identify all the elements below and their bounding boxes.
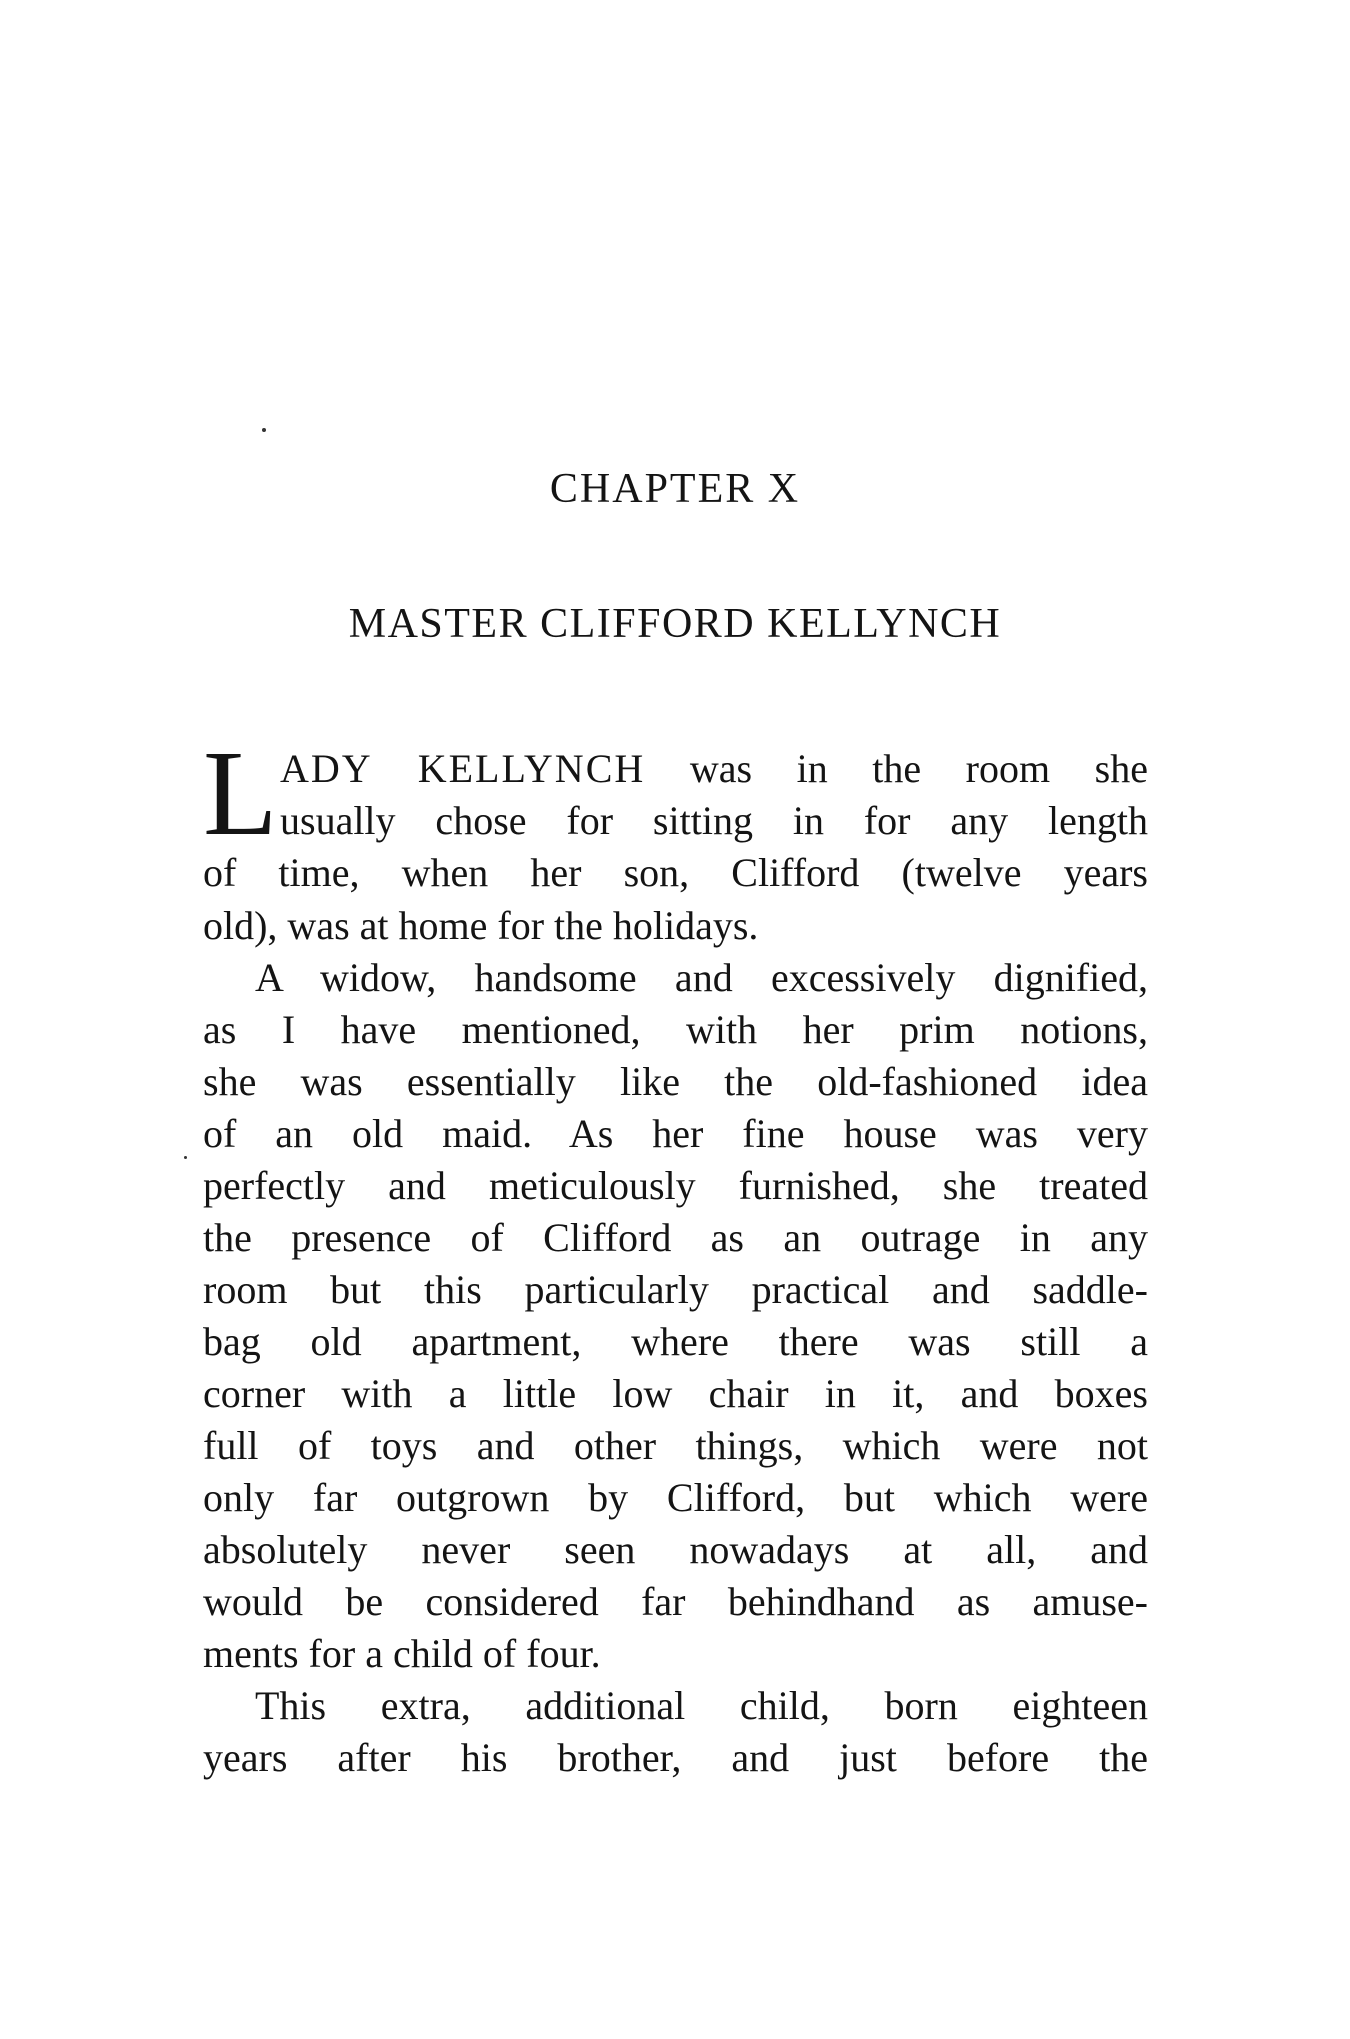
text-line: room but this particularly practical and saddle- [203,1267,1148,1312]
text-line: the presence of Clifford as an outrage in any [203,1215,1148,1260]
chapter-title: MASTER CLIFFORD KELLYNCH [348,601,1002,647]
text-line: years after his brother, and just before the [203,1735,1148,1780]
ink-speck [184,1156,187,1159]
text-line: would be considered far behindhand as amuse- [203,1579,1148,1624]
text-line: she was essentially like the old-fashioned idea [203,1059,1148,1104]
opening-smallcaps: ADY KELLYNCH [280,746,646,791]
text-line: perfectly and meticulously furnished, she treated [203,1163,1148,1208]
text-line: This extra, additional child, born eighteen [255,1683,1148,1728]
text-line: corner with a little low chair in it, and boxes [203,1371,1148,1416]
text-line: ments for a child of four. [203,1631,601,1676]
ink-speck [262,428,266,432]
text-line: full of toys and other things, which were not [203,1423,1148,1468]
chapter-number: CHAPTER X [549,466,801,512]
text-line: of an old maid. As her fine house was very [203,1111,1148,1156]
text-line: usually chose for sitting in for any length [280,798,1148,843]
text-line: absolutely never seen nowadays at all, and [203,1527,1148,1572]
text-line: A widow, handsome and excessively dignified, [255,955,1148,1000]
text-line: of time, when her son, Clifford (twelve years [203,850,1148,895]
text-line: bag old apartment, where there was still a [203,1319,1148,1364]
opening-line-1: was in the room she [689,746,1148,791]
text-line: as I have mentioned, with her prim notions, [203,1007,1148,1052]
text-line: only far outgrown by Clifford, but which were [203,1475,1148,1520]
text-line [280,743,1148,795]
text-line: old), was at home for the holidays. [203,903,759,948]
drop-cap: L [203,726,278,861]
